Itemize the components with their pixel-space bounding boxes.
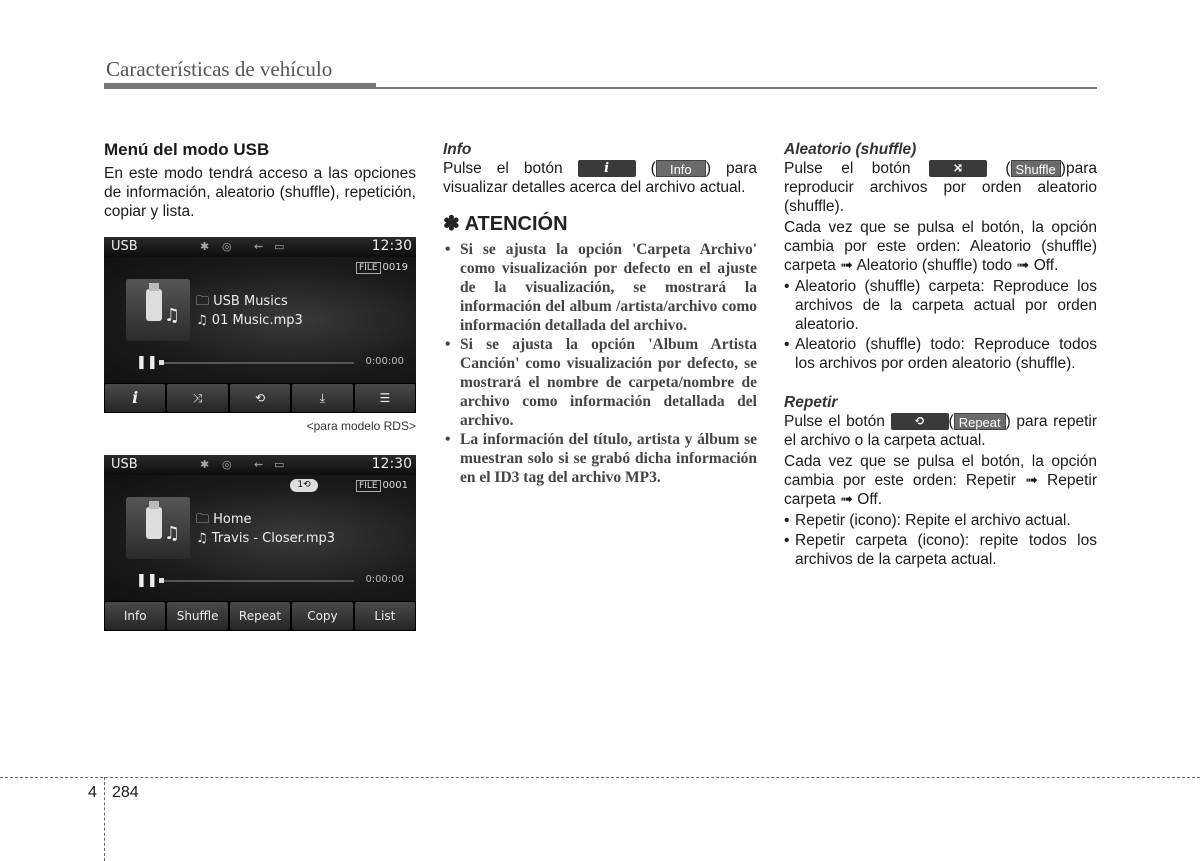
section-heading-repeat: Repetir <box>784 394 838 411</box>
bluetooth-icon: ✱ <box>200 458 210 471</box>
elapsed-time: 0:00:00 <box>365 574 404 585</box>
list-button[interactable]: List <box>355 602 415 630</box>
music-note-icon: ♫ <box>164 523 181 544</box>
shuffle-cycle-text: Cada vez que se pulsa el botón, la opción cambia por este orden: Aleatorio (shuffle) carpeta ➟ Aleatorio (shuffle) todo ➟ Off. <box>784 219 1097 274</box>
progress-bar[interactable] <box>159 362 354 364</box>
repeat-paragraph: Pulse el botón ⟲ ( Repeat ) para repetir el archivo o la carpeta actual. <box>784 413 1098 449</box>
usb-screen-standard <box>104 455 416 631</box>
status-bar <box>104 455 416 475</box>
shuffle-button[interactable]: Shuffle <box>167 602 227 630</box>
repeat-one-badge-icon: 1⟲ <box>290 479 318 492</box>
shuffle-label-chip: Shuffle <box>1011 160 1061 177</box>
section-number: 4 <box>88 784 97 801</box>
shuffle-paragraph: Pulse el botón ⤨ ( Shuffle )para reproducir archivos por orden aleatorio (shuffle). <box>784 160 1097 215</box>
folder-name: 🗀 USB Musics <box>196 294 288 309</box>
figure-caption: <para modelo RDS> <box>306 419 416 433</box>
shuffle-icon: ⤨ <box>929 160 987 177</box>
list-icon-button[interactable]: ☰ <box>355 384 415 412</box>
folder-name: 🗀 Home <box>196 512 252 527</box>
clock: 12:30 <box>371 456 412 472</box>
now-playing-panel <box>104 475 416 601</box>
section-heading-info: Info <box>443 141 472 158</box>
repeat-icon-button[interactable]: ⟲ <box>230 384 290 412</box>
copy-button[interactable]: Copy <box>292 602 352 630</box>
info-button[interactable]: Info <box>105 602 165 630</box>
copy-icon-button[interactable]: ⤓ <box>292 384 352 412</box>
source-label: USB <box>111 239 138 254</box>
info-label-chip: Info <box>656 160 706 177</box>
status-bar <box>104 237 416 257</box>
progress-bar[interactable] <box>159 580 354 582</box>
attention-item: • La información del título, artista y álbum se muestran solo si se grabó dicha información en el ID3 tag del archivo MP3. <box>443 430 757 487</box>
disc-icon: ◎ <box>222 240 232 253</box>
section-heading-usb-menu: Menú del modo USB <box>104 140 270 159</box>
album-art <box>126 497 190 559</box>
pause-icon[interactable]: ❚❚ <box>136 355 158 370</box>
now-playing-panel <box>104 257 416 383</box>
repeat-button[interactable]: Repeat <box>230 602 290 630</box>
usb-icon: ⇜ <box>254 458 264 471</box>
info-icon-button[interactable]: i <box>105 384 165 412</box>
column-shuffle-repeat <box>784 140 1097 570</box>
usb-icon: ⇜ <box>254 240 264 253</box>
usb-stick-icon <box>146 507 162 539</box>
list-item: • Aleatorio (shuffle) carpeta: Reproduce los archivos de la carpeta actual por orden aleatorio. <box>784 277 1097 334</box>
info-paragraph: Pulse el botón i ( Info ) para visualizar detalles acerca del archivo actual. <box>443 160 758 196</box>
track-name: ♫ Travis - Closer.mp3 <box>196 531 336 546</box>
usb-stick-icon <box>146 289 162 321</box>
repeat-cycle-text: Cada vez que se pulsa el botón, la opción cambia por este orden: Repetir ➟ Repetir carpeta ➟ Off. <box>784 453 1097 508</box>
shuffle-options-list <box>784 277 1097 373</box>
source-label: USB <box>111 457 138 472</box>
header-rule <box>104 87 1097 89</box>
section-heading-shuffle: Aleatorio (shuffle) <box>784 141 917 158</box>
music-note-icon: ♫ <box>196 313 208 328</box>
repeat-label-chip: Repeat <box>954 413 1006 430</box>
repeat-icon: ⟲ <box>891 413 949 430</box>
music-note-icon: ♫ <box>164 305 181 326</box>
album-art <box>126 279 190 341</box>
folder-icon: 🗀 <box>196 512 210 527</box>
list-item: • Repetir (icono): Repite el archivo actual. <box>784 511 1097 530</box>
elapsed-time: 0:00:00 <box>365 356 404 367</box>
shuffle-icon-button[interactable]: ⤨ <box>167 384 227 412</box>
music-note-icon: ♫ <box>196 531 208 546</box>
footer-divider <box>104 777 105 861</box>
disc-icon: ◎ <box>222 458 232 471</box>
list-item: • Repetir carpeta (icono): repite todos los archivos de la carpeta actual. <box>784 531 1097 569</box>
attention-heading: ✽ ATENCIÓN <box>443 213 568 235</box>
battery-icon: ▭ <box>274 240 285 253</box>
battery-icon: ▭ <box>274 458 285 471</box>
footer-rule <box>0 777 1200 778</box>
folder-icon: 🗀 <box>196 294 210 309</box>
repeat-options-list <box>784 511 1097 569</box>
attention-list <box>443 240 757 487</box>
list-item: • Aleatorio (shuffle) todo: Reproduce todos los archivos por orden aleatorio (shuffle). <box>784 335 1097 373</box>
screen-button-bar <box>104 601 416 631</box>
attention-item: • Si se ajusta la opción 'Album Artista Canción' como visualización por defecto, se mostrará el nombre de carpeta/nombre de archivo como información detallada del archivo. <box>443 335 757 430</box>
screen-button-bar <box>104 383 416 413</box>
pause-icon[interactable]: ❚❚ <box>136 573 158 588</box>
column-info <box>443 140 757 487</box>
usb-menu-intro: En este modo tendrá acceso a las opciones de información, aleatorio (shuffle), repetición, copiar y lista. <box>104 165 416 220</box>
clock: 12:30 <box>371 238 412 254</box>
page-number: 284 <box>112 784 139 801</box>
track-name: ♫ 01 Music.mp3 <box>196 313 303 328</box>
info-icon: i <box>578 160 636 177</box>
attention-item: • Si se ajusta la opción 'Carpeta Archivo' como visualización por defecto en el ajuste de la visualización, se mostrará la información del album /artista/archivo como información detallada del archivo. <box>443 240 757 335</box>
file-counter: FILE 0019 <box>356 262 408 273</box>
bluetooth-icon: ✱ <box>200 240 210 253</box>
page-header-title: Características de vehículo <box>106 57 333 81</box>
usb-screen-rds <box>104 237 416 413</box>
file-counter: FILE 0001 <box>356 480 408 491</box>
column-usb-menu <box>104 140 416 223</box>
